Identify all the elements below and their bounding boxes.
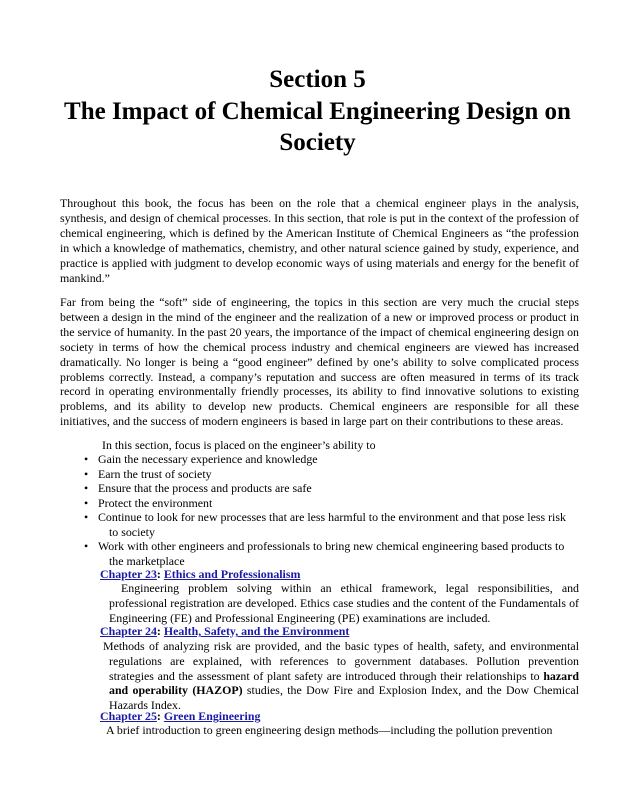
bullet-icon: • <box>84 452 89 466</box>
section-title-line-2: Society <box>279 129 356 156</box>
chapter-24-description-text: Methods of analyzing risk are provided, and the basic types of health, safety, and environmental regulations are explained, with references to government databases. Pollution prevention strategies and the assessment of plant safety are introduced through their relationships to <box>103 639 579 683</box>
list-item <box>84 452 579 467</box>
bullet-icon: • <box>84 481 89 495</box>
chapter-25-link[interactable]: Chapter 25 <box>100 709 157 723</box>
section-number: Section 5 <box>269 66 366 93</box>
chapter-25-heading: Chapter 25: Green Engineering <box>100 709 261 723</box>
list-item <box>84 510 579 539</box>
list-item <box>84 539 579 568</box>
section-title-line-1: The Impact of Chemical Engineering Design on <box>64 98 571 125</box>
list-item <box>84 467 579 482</box>
focus-intro-line: In this section, focus is placed on the engineer’s ability to <box>102 438 376 452</box>
list-item-text: Work with other engineers and professionals to bring new chemical engineering based products to <box>98 539 565 553</box>
list-item-text: Continue to look for new processes that are less harmful to the environment and that pose less risk <box>98 510 566 524</box>
paragraph-soft-side: Far from being the “soft” side of engineering, the topics in this section are very much the crucial steps between a design in the mind of the engineer and the realization of a new or improved process or product in the service of humanity. In the past 20 years, the importance of the impact of chemical engineering design on society in terms of how the chemical process industry and chemical engineers are viewed has increased dramatically. No longer is being a “good engineer” defined by one’s ability to solve complicated process problems correctly. Instead, a company’s reputation and success are often measured in terms of its track record in operating environmentally friendly processes, its ability to find innovative solutions to existing problems, and its ability to develop new products. Chemical engineers are responsible for all these initiatives, and the success of modern engineers is based in large part on their contributions to these areas. <box>60 295 579 429</box>
chapter-24-link[interactable]: Chapter 24 <box>100 624 157 638</box>
list-item-continuation: to society <box>109 524 155 539</box>
chapter-23-title-link[interactable]: Ethics and Professionalism <box>163 567 301 581</box>
hazop-term: hazard and operability (HAZOP) <box>109 668 579 698</box>
chapter-24-description-tail: studies, the Dow Fire and Explosion Index, and the Dow Chemical Hazards Index. <box>109 683 579 713</box>
bullet-icon: • <box>84 495 89 510</box>
list-item-text: Ensure that the process and products are safe <box>98 481 312 495</box>
chapter-23-link[interactable]: Chapter 23 <box>100 567 157 581</box>
list-item-text: Earn the trust of society <box>98 466 212 481</box>
list-item <box>84 496 579 511</box>
chapter-24-description <box>103 639 579 713</box>
chapter-25-title-link[interactable]: Green Engineering <box>163 709 261 723</box>
list-item <box>84 481 579 496</box>
chapter-25-description: A brief introduction to green engineering design methods—including the pollution prevention <box>106 723 553 737</box>
paragraph-intro: Throughout this book, the focus has been on the role that a chemical engineer plays in the analysis, synthesis, and design of chemical processes. In this section, that role is put in the context of the profession of chemical engineering, which is defined by the American Institute of Chemical Engineers as “the profession in which a knowledge of mathematics, chemistry, and other natural science gained by study, experience, and practice is applied with judgment to develop economic ways of using materials and energy for the benefit of mankind.” <box>60 196 579 285</box>
bullet-icon: • <box>84 510 89 524</box>
bullet-icon: • <box>84 539 89 553</box>
focus-list <box>84 452 579 568</box>
bullet-icon: • <box>84 466 89 481</box>
list-item-text: Protect the environment <box>98 495 213 510</box>
chapter-23-heading: Chapter 23: Ethics and Professionalism <box>100 567 301 581</box>
list-item-continuation: the marketplace <box>109 553 185 568</box>
chapter-24-title-link[interactable]: Health, Safety, and the Environment <box>163 624 350 638</box>
chapter-24-heading: Chapter 24: Health, Safety, and the Environment <box>100 624 350 638</box>
chapter-23-description: Engineering problem solving within an ethical framework, legal responsibilities, and professional registration are developed. Ethics case studies and the content of the Fundamentals of Engineering (FE) and Professional Engineering (PE) examinations are included. <box>109 581 579 625</box>
list-item-text: Gain the necessary experience and knowledge <box>98 452 318 466</box>
